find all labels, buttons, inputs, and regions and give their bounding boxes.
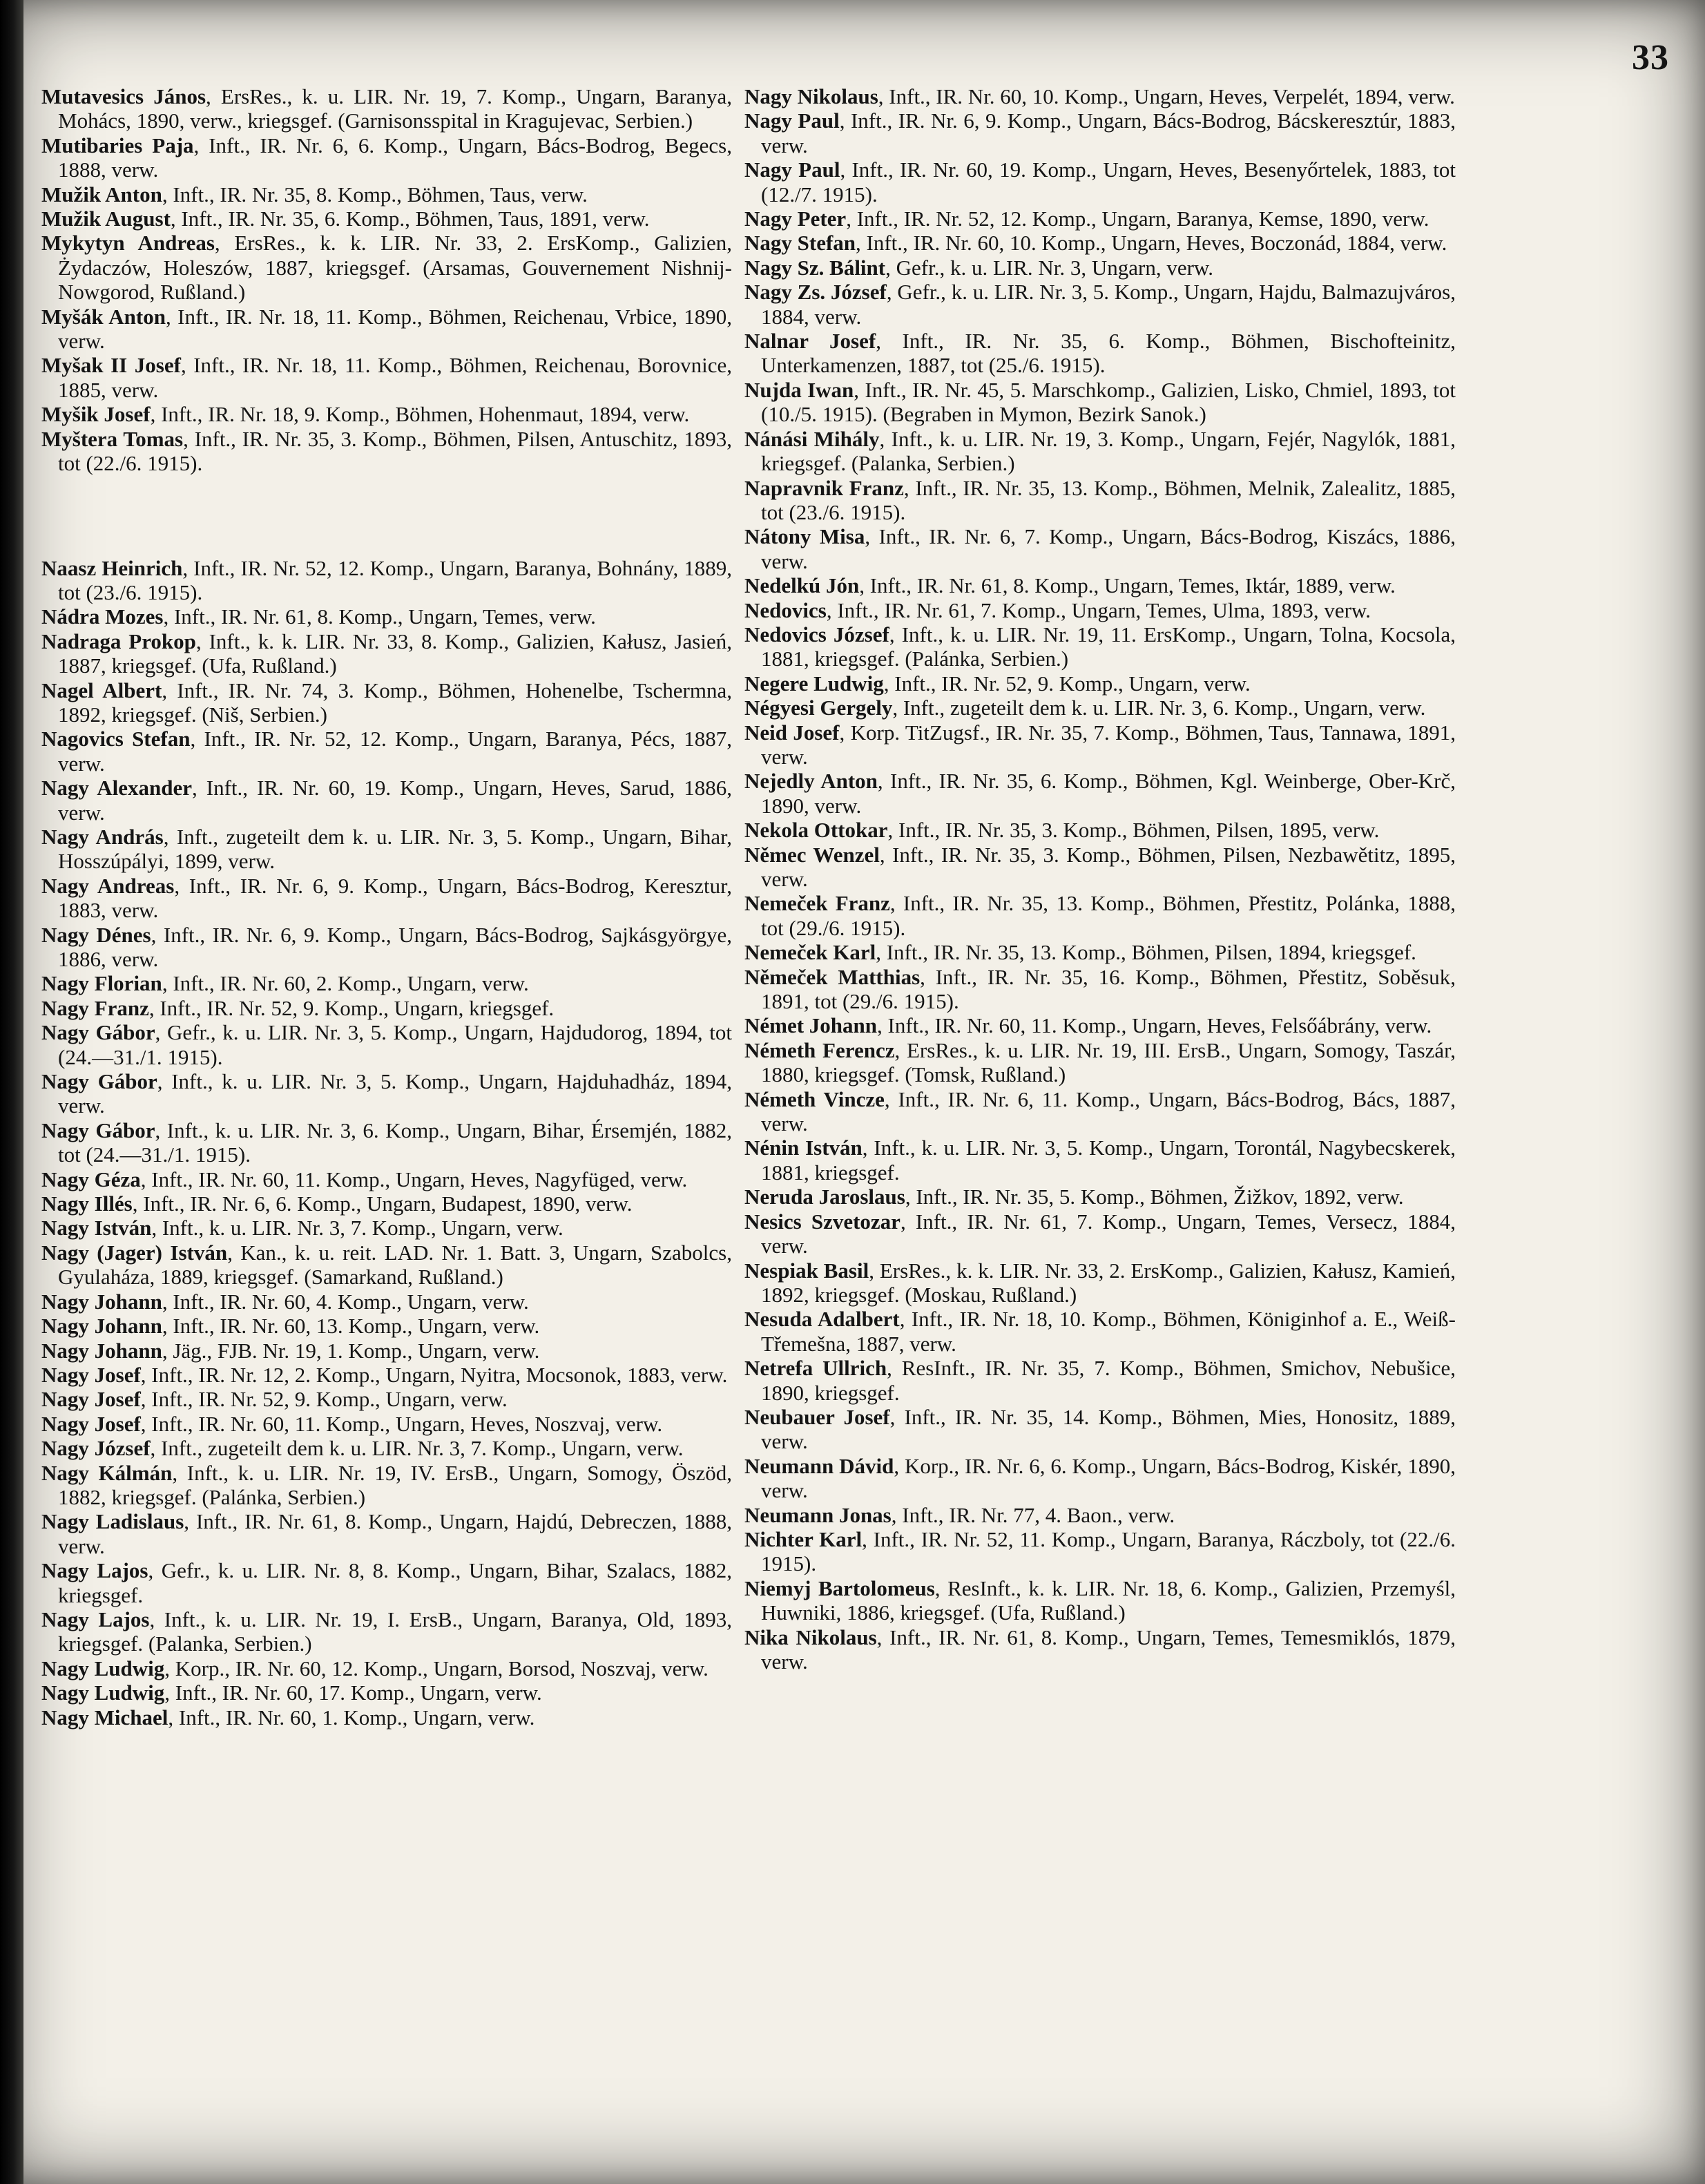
entry-name: Nagy Ladislaus [41,1509,184,1534]
roster-entry [744,818,1456,842]
entry-details: , Korp., IR. Nr. 60, 12. Komp., Ungarn, Borsod, Noszvaj, verw. [164,1656,709,1680]
entry-name: Nagy Nikolaus [744,84,878,108]
entry-details: , Inft., IR. Nr. 60, 10. Komp., Ungarn, Heves, Boczonád, 1884, verw. [856,231,1447,256]
entry-name: Nedovics József [744,622,889,646]
roster-entry [41,1656,732,1680]
roster-entry [41,1069,732,1118]
entry-details: , ErsRes., k. k. LIR. Nr. 33, 2. ErsKomp., Galizien, Żydaczów, Holeszów, 1887, kriegsgef. (Arsamas, Gouvernement Nishnij-Nowgorod, Rußland.) [58,231,732,305]
entry-details: , Inft., k. u. LIR. Nr. 3, 7. Komp., Ungarn, verw. [151,1216,563,1241]
roster-entry [41,353,732,402]
roster-entry [41,1705,732,1730]
entry-name: Němec Wenzel [744,842,880,867]
entry-name: Myšak II Josef [41,353,181,378]
entry-details: , Inft., IR. Nr. 61, 7. Komp., Ungarn, Temes, Ulma, 1893, verw. [826,597,1371,622]
entry-name: Nagy József [41,1436,151,1461]
roster-entry [744,1454,1456,1503]
roster-entry [744,891,1456,940]
scan-binding-edge [0,0,23,2184]
roster-entry [41,996,732,1020]
roster-entry [744,598,1456,622]
entry-details: , Inft., IR. Nr. 45, 5. Marschkomp., Galizien, Lisko, Chmiel, 1893, tot (10./5. 1915). (Begraben in Mymon, Bezirk Sanok.) [761,377,1456,427]
entry-name: Nika Nikolaus [744,1625,877,1649]
entry-name: Nagy Gábor [41,1118,155,1142]
roster-entry [41,1020,732,1069]
entry-name: Nagy Zs. József [744,280,887,305]
roster-entry [41,402,732,426]
entry-name: Nichter Karl [744,1526,863,1551]
entry-details: , Inft., IR. Nr. 60, 19. Komp., Ungarn, Heves, Sarud, 1886, verw. [58,776,732,825]
roster-entry [41,1461,732,1510]
entry-name: Négyesi Gergely [744,696,893,720]
roster-entry [744,231,1456,255]
entry-details: , Inft., k. u. LIR. Nr. 19, 11. ErsKomp., Ungarn, Tolna, Kocsola, 1881, kriegsgef. (Palánka, Serbien.) [761,622,1456,671]
roster-entry [744,1503,1456,1527]
entry-details: , ResInft., IR. Nr. 35, 7. Komp., Böhmen, Smichov, Nebušice, 1890, kriegsgef. [761,1356,1456,1405]
entry-name: Nesics Szvetozar [744,1209,900,1234]
entry-details: , Inft., IR. Nr. 60, 17. Komp., Ungarn, verw. [164,1680,542,1705]
entry-details: , Korp., IR. Nr. 6, 6. Komp., Ungarn, Bács-Bodrog, Kiskér, 1890, verw. [761,1453,1456,1503]
roster-entry [744,108,1456,157]
roster-entry [41,84,732,133]
entry-details: , Inft., zugeteilt dem k. u. LIR. Nr. 3, 6. Komp., Ungarn, verw. [892,696,1426,720]
roster-entry [41,133,732,182]
entry-details: , Inft., IR. Nr. 6, 11. Komp., Ungarn, Bács-Bodrog, Bács, 1887, verw. [761,1086,1456,1136]
entry-name: Németh Vincze [744,1086,885,1111]
roster-entry [744,1209,1456,1258]
entry-name: Nagy Alexander [41,776,192,801]
roster-entry [41,1509,732,1558]
entry-details: , Inft., IR. Nr. 35, 13. Komp., Böhmen, Přestitz, Polánka, 1888, tot (29./6. 1915). [761,891,1456,940]
entry-name: Nagy Josef [41,1362,141,1387]
roster-entry [744,573,1456,597]
roster-entry [41,207,732,231]
entry-details: , Inft., IR. Nr. 60, 4. Komp., Ungarn, verw. [162,1289,529,1314]
entry-name: Nagy Paul [744,157,840,182]
roster-entry [744,1625,1456,1674]
entry-details: , Inft., IR. Nr. 52, 9. Komp., Ungarn, kriegsgef. [148,995,555,1020]
roster-entry [41,1412,732,1436]
entry-name: Nagy Josef [41,1387,141,1412]
entry-details: , Kan., k. u. reit. LAD. Nr. 1. Batt. 3, Ungarn, Szabolcs, Gyulaháza, 1889, kriegsgef. (Samarkand, Rußland.) [58,1240,732,1290]
entry-name: Nagy Florian [41,971,162,996]
entry-details: , Inft., IR. Nr. 52, 9. Komp., Ungarn, verw. [883,671,1251,696]
entry-details: , Inft., k. u. LIR. Nr. 19, IV. ErsB., Ungarn, Somogy, Öszöd, 1882, kriegsgef. (Palánka, Serbien.) [58,1460,732,1509]
entry-details: , Inft., IR. Nr. 52, 11. Komp., Ungarn, Baranya, Ráczboly, tot (22./6. 1915). [761,1526,1456,1576]
entry-name: Nagy Stefan [744,231,856,256]
entry-details: , Inft., IR. Nr. 60, 2. Komp., Ungarn, verw. [162,971,529,996]
entry-name: Nagy Paul [744,108,840,133]
entry-name: Nagy Gábor [41,1069,157,1094]
entry-details: , Inft., k. k. LIR. Nr. 33, 8. Komp., Galizien, Kałusz, Jasień, 1887, kriegsgef. (Ufa, Rußland.) [58,629,732,678]
roster-entry [41,1558,732,1607]
roster-entry [744,1038,1456,1087]
entry-details: , ErsRes., k. u. LIR. Nr. 19, 7. Komp., Ungarn, Baranya, Mohács, 1890, verw., kriegsgef. (Garnisonsspital in Kragujevac, Serbien.) [58,84,732,133]
entry-name: Nagy Johann [41,1314,162,1339]
roster-entry [744,1258,1456,1307]
entry-details: , Inft., IR. Nr. 52, 9. Komp., Ungarn, verw. [140,1387,508,1412]
entry-name: Nagy Franz [41,995,149,1020]
entry-name: Nagy Gábor [41,1020,155,1045]
roster-entry [744,157,1456,207]
roster-entry [41,305,732,354]
roster-entry [41,1167,732,1191]
entry-name: Nejedly Anton [744,769,878,794]
roster-entry [41,1607,732,1656]
entry-name: Neid Josef [744,720,840,745]
roster-entry [744,622,1456,671]
roster-entry [744,378,1456,427]
entry-details: , ErsRes., k. k. LIR. Nr. 33, 2. ErsKomp., Galizien, Kałusz, Kamień, 1892, kriegsgef. (Moskau, Rußland.) [761,1258,1456,1307]
entry-name: Nedelkú Jón [744,573,860,598]
entry-name: Myštera Tomas [41,426,184,451]
entry-details: , Inft., k. u. LIR. Nr. 3, 6. Komp., Ungarn, Bihar, Érsemjén, 1882, tot (24.—31./1. 1915). [58,1118,732,1167]
entry-name: Mužik Anton [41,182,162,207]
entry-details: , Inft., IR. Nr. 74, 3. Komp., Böhmen, Hohenelbe, Tschermna, 1892, kriegsgef. (Niš, Serbien.) [58,678,732,727]
roster-entry [41,1191,732,1216]
entry-name: Nagovics Stefan [41,727,191,751]
entry-details: , Inft., IR. Nr. 60, 10. Komp., Ungarn, Heves, Verpelét, 1894, verw. [878,84,1455,108]
entry-details: , Inft., IR. Nr. 61, 7. Komp., Ungarn, Temes, Versecz, 1884, verw. [761,1209,1456,1258]
right-column [744,84,1456,1674]
entry-name: Nekola Ottokar [744,818,888,843]
entry-name: Netrefa Ullrich [744,1356,887,1381]
entry-details: , Inft., IR. Nr. 35, 14. Komp., Böhmen, Mies, Honositz, 1889, verw. [761,1404,1456,1454]
entry-name: Nujda Iwan [744,377,854,402]
entry-details: , Jäg., FJB. Nr. 19, 1. Komp., Ungarn, verw. [162,1338,540,1363]
entry-details: , Inft., IR. Nr. 77, 4. Baon., verw. [891,1502,1175,1527]
entry-details: , Inft., k. u. LIR. Nr. 19, 3. Komp., Ungarn, Fejér, Nagylók, 1881, kriegsgef. (Palanka, Serbien.) [761,426,1456,476]
entry-name: Negere Ludwig [744,671,884,696]
roster-entry [744,84,1456,108]
entry-details: , Inft., IR. Nr. 35, 13. Komp., Böhmen, Melnik, Zalealitz, 1885, tot (23./6. 1915). [761,475,1456,524]
entry-details: , Inft., IR. Nr. 60, 11. Komp., Ungarn, Heves, Noszvaj, verw. [140,1411,663,1436]
roster-entry [41,1680,732,1705]
entry-name: Neruda Jaroslaus [744,1185,905,1209]
entry-name: Nátony Misa [744,524,865,549]
entry-details: , Korp. TitZugsf., IR. Nr. 35, 7. Komp., Böhmen, Taus, Tannawa, 1891, verw. [761,720,1456,769]
entry-details: , Inft., IR. Nr. 6, 6. Komp., Ungarn, Budapest, 1890, verw. [132,1191,633,1216]
entry-name: Němeček Matthias [744,964,921,989]
entry-details: , Inft., IR. Nr. 18, 10. Komp., Böhmen, Königinhof a. E., Weiß-Třemešna, 1887, verw. [761,1307,1456,1356]
entry-details: , Inft., IR. Nr. 35, 3. Komp., Böhmen, Pilsen, 1895, verw. [887,818,1380,843]
entry-name: Neumann Jonas [744,1502,892,1527]
roster-entry [744,256,1456,280]
entry-details: , Inft., IR. Nr. 61, 8. Komp., Ungarn, Hajdú, Debreczen, 1888, verw. [58,1509,732,1558]
entry-details: , Inft., IR. Nr. 35, 5. Komp., Böhmen, Žižkov, 1892, verw. [905,1185,1404,1209]
entry-details: , Inft., IR. Nr. 12, 2. Komp., Ungarn, Nyitra, Mocsonok, 1883, verw. [140,1362,728,1387]
entry-details: , Inft., IR. Nr. 61, 8. Komp., Ungarn, Temes, verw. [163,604,596,629]
entry-name: Mužik August [41,207,171,231]
roster-entry [744,329,1456,378]
entry-details: , Inft., IR. Nr. 52, 12. Komp., Ungarn, Baranya, Pécs, 1887, verw. [58,727,732,776]
entry-name: Nesuda Adalbert [744,1307,900,1332]
entry-details: , Inft., zugeteilt dem k. u. LIR. Nr. 3, 7. Komp., Ungarn, verw. [150,1436,684,1461]
entry-details: , Inft., IR. Nr. 35, 3. Komp., Böhmen, Pilsen, Antuschitz, 1893, tot (22./6. 1915). [58,426,732,476]
roster-entry [744,1527,1456,1576]
roster-entry [41,1216,732,1240]
roster-entry [744,1087,1456,1136]
entry-details: , Inft., IR. Nr. 35, 8. Komp., Böhmen, Taus, verw. [162,182,588,207]
entry-details: , Inft., IR. Nr. 60, 11. Komp., Ungarn, Heves, Nagyfüged, verw. [140,1167,688,1191]
roster-entry [744,843,1456,892]
entry-name: Myšik Josef [41,402,151,427]
entry-name: Nagy Sz. Bálint [744,255,886,280]
entry-details: , Inft., IR. Nr. 6, 7. Komp., Ungarn, Bács-Bodrog, Kiszács, 1886, verw. [761,524,1456,573]
entry-details: , Inft., IR. Nr. 61, 8. Komp., Ungarn, Temes, Temesmiklós, 1879, verw. [761,1625,1456,1674]
entry-details: , Inft., IR. Nr. 60, 13. Komp., Ungarn, verw. [162,1314,540,1339]
roster-entry [744,1013,1456,1037]
entry-name: Mutavesics János [41,84,206,108]
roster-entry [41,1339,732,1363]
entry-details: , Inft., IR. Nr. 35, 13. Komp., Böhmen, Pilsen, 1894, kriegsgef. [876,940,1416,965]
entry-details: , ErsRes., k. u. LIR. Nr. 19, III. ErsB., Ungarn, Somogy, Taszár, 1880, kriegsgef. (Tomsk, Rußland.) [761,1037,1456,1087]
entry-name: Nánási Mihály [744,426,880,451]
roster-entry [41,1241,732,1290]
entry-details: , Inft., IR. Nr. 18, 9. Komp., Böhmen, Hohenmaut, 1894, verw. [150,402,690,427]
entry-details: , Inft., IR. Nr. 60, 1. Komp., Ungarn, verw. [168,1705,535,1730]
roster-entry [744,524,1456,573]
roster-entry [41,923,732,972]
left-column [41,84,732,1730]
entry-details: , Gefr., k. u. LIR. Nr. 3, 5. Komp., Ungarn, Hajdudorog, 1894, tot (24.—31./1. 1915). [58,1020,733,1069]
entry-name: Nagy Illés [41,1191,133,1216]
roster-entry [744,427,1456,476]
entry-details: , Inft., IR. Nr. 35, 6. Komp., Böhmen, Bischofteinitz, Unterkamenzen, 1887, tot (25./6. 1915). [761,329,1456,378]
entry-name: Nagy Lajos [41,1607,150,1631]
roster-entry [41,1436,732,1460]
entry-name: Mykytyn Andreas [41,231,215,256]
entry-name: Nedovics [744,597,827,622]
entry-name: Nagy Ludwig [41,1656,165,1680]
entry-details: , Inft., k. u. LIR. Nr. 3, 5. Komp., Ungarn, Hajduhadház, 1894, verw. [58,1069,733,1118]
entry-name: Nagy Josef [41,1411,141,1436]
entry-name: Nagy Peter [744,207,847,231]
entry-details: , Inft., k. u. LIR. Nr. 19, I. ErsB., Ungarn, Baranya, Old, 1893, kriegsgef. (Palanka, Serbien.) [58,1607,732,1656]
entry-name: Niemyj Bartolomeus [744,1575,935,1600]
entry-name: Nalnar Josef [744,329,876,354]
entry-details: , Inft., IR. Nr. 61, 8. Komp., Ungarn, Temes, Iktár, 1889, verw. [859,573,1396,598]
roster-entry [41,231,732,304]
entry-name: Nagy Kálmán [41,1460,173,1485]
roster-entry [744,207,1456,231]
entry-name: Nagy Michael [41,1705,168,1730]
roster-entry [744,280,1456,329]
entry-name: Nagy Andreas [41,873,175,898]
roster-entry [744,1136,1456,1185]
entry-name: Neumann Dávid [744,1453,894,1478]
roster-entry [41,1363,732,1387]
entry-details: , Inft., IR. Nr. 60, 19. Komp., Ungarn, Heves, Besenyőrtelek, 1883, tot (12./7. 1915). [761,157,1456,207]
roster-entry [41,971,732,995]
entry-details: , Inft., IR. Nr. 60, 11. Komp., Ungarn, Heves, Felsőábrány, verw. [877,1013,1432,1038]
entry-name: Neubauer Josef [744,1404,890,1429]
entry-name: Nagy Dénes [41,922,151,947]
entry-details: , Inft., IR. Nr. 6, 6. Komp., Ungarn, Bács-Bodrog, Begecs, 1888, verw. [58,133,732,182]
roster-entry [744,720,1456,769]
entry-details: , Inft., IR. Nr. 35, 16. Komp., Böhmen, Přestitz, Soběsuk, 1891, tot (29./6. 1915). [761,964,1456,1014]
entry-details: , Inft., IR. Nr. 6, 9. Komp., Ungarn, Bács-Bodrog, Bácskeresztúr, 1883, verw. [761,108,1456,157]
roster-entry [744,1185,1456,1209]
roster-entry [41,776,732,825]
entry-details: , Gefr., k. u. LIR. Nr. 3, Ungarn, verw. [885,255,1214,280]
roster-entry [41,727,732,776]
roster-entry [41,427,732,476]
roster-entry [41,1118,732,1167]
roster-entry [41,182,732,207]
entry-name: Nagy Lajos [41,1558,148,1583]
entry-details: , Gefr., k. u. LIR. Nr. 8, 8. Komp., Ungarn, Bihar, Szalacs, 1882, kriegsgef. [58,1558,732,1607]
roster-entry [41,556,732,605]
roster-entry [744,1405,1456,1454]
roster-entry [41,1387,732,1411]
entry-details: , Inft., IR. Nr. 6, 9. Komp., Ungarn, Bács-Bodrog, Keresztur, 1883, verw. [58,873,732,923]
entry-name: Nagy István [41,1216,152,1241]
roster-entry [41,678,732,727]
entry-name: Naasz Heinrich [41,555,183,580]
roster-entry [744,769,1456,818]
entry-name: Myšák Anton [41,304,166,329]
roster-entry [41,825,732,874]
entry-name: Nagel Albert [41,678,162,702]
roster-entry [41,1314,732,1338]
roster-entry [744,671,1456,696]
roster-entry [744,696,1456,720]
entry-details: , Inft., k. u. LIR. Nr. 3, 5. Komp., Ungarn, Torontál, Nagybecskerek, 1881, kriegsgef. [761,1136,1456,1185]
entry-details: , Inft., IR. Nr. 35, 6. Komp., Böhmen, Taus, 1891, verw. [170,207,650,231]
roster-entry [744,940,1456,964]
entry-details: , Inft., IR. Nr. 52, 12. Komp., Ungarn, Baranya, Kemse, 1890, verw. [846,207,1429,231]
entry-name: Mutibaries Paja [41,133,194,157]
entry-details: , Inft., IR. Nr. 6, 9. Komp., Ungarn, Bács-Bodrog, Sajkásgyörgye, 1886, verw. [58,922,732,971]
entry-details: , Inft., IR. Nr. 35, 3. Komp., Böhmen, Pilsen, Nezbawětitz, 1895, verw. [761,842,1456,891]
entry-name: Nagy Johann [41,1338,162,1363]
entry-details: , Inft., zugeteilt dem k. u. LIR. Nr. 3, 5. Komp., Ungarn, Bihar, Hosszúpályi, 1899, verw. [58,824,732,874]
entry-name: Nagy Johann [41,1289,162,1314]
page-number: 33 [1632,38,1669,77]
entry-details: , Inft., IR. Nr. 52, 12. Komp., Ungarn, Baranya, Bohnány, 1889, tot (23./6. 1915). [58,555,732,604]
entry-name: Nagy (Jager) István [41,1240,228,1265]
entry-name: Nénin István [744,1136,863,1160]
roster-entry [744,1576,1456,1625]
roster-entry [744,1356,1456,1405]
entry-details: , Inft., IR. Nr. 18, 11. Komp., Böhmen, Reichenau, Vrbice, 1890, verw. [58,304,732,354]
entry-details: , Gefr., k. u. LIR. Nr. 3, 5. Komp., Ungarn, Hajdu, Balmazujváros, 1884, verw. [761,280,1456,329]
roster-entry [41,874,732,923]
entry-details: , ResInft., k. k. LIR. Nr. 18, 6. Komp., Galizien, Przemyśl, Huwniki, 1886, kriegsgef. (Ufa, Rußland.) [761,1575,1456,1625]
roster-entry [41,604,732,629]
roster-entry [744,476,1456,525]
entry-name: Nádra Mozes [41,604,164,629]
entry-name: Nadraga Prokop [41,629,196,653]
entry-details: , Inft., IR. Nr. 18, 11. Komp., Böhmen, Reichenau, Borovnice, 1885, verw. [58,353,732,402]
roster-entry [744,1307,1456,1356]
roster-entry [41,629,732,678]
entry-name: Németh Ferencz [744,1037,895,1062]
entry-name: Nagy András [41,824,164,849]
roster-entry [41,1290,732,1314]
entry-name: Napravnik Franz [744,475,904,500]
entry-name: Német Johann [744,1013,878,1038]
section-gap [41,476,732,556]
entry-name: Nemeček Franz [744,891,890,916]
entry-name: Nagy Ludwig [41,1680,165,1705]
entry-name: Nespiak Basil [744,1258,869,1283]
entry-name: Nemeček Karl [744,940,876,965]
roster-entry [744,965,1456,1014]
entry-details: , Inft., IR. Nr. 35, 6. Komp., Böhmen, Kgl. Weinberge, Ober-Krč, 1890, verw. [761,769,1456,818]
entry-name: Nagy Géza [41,1167,141,1191]
